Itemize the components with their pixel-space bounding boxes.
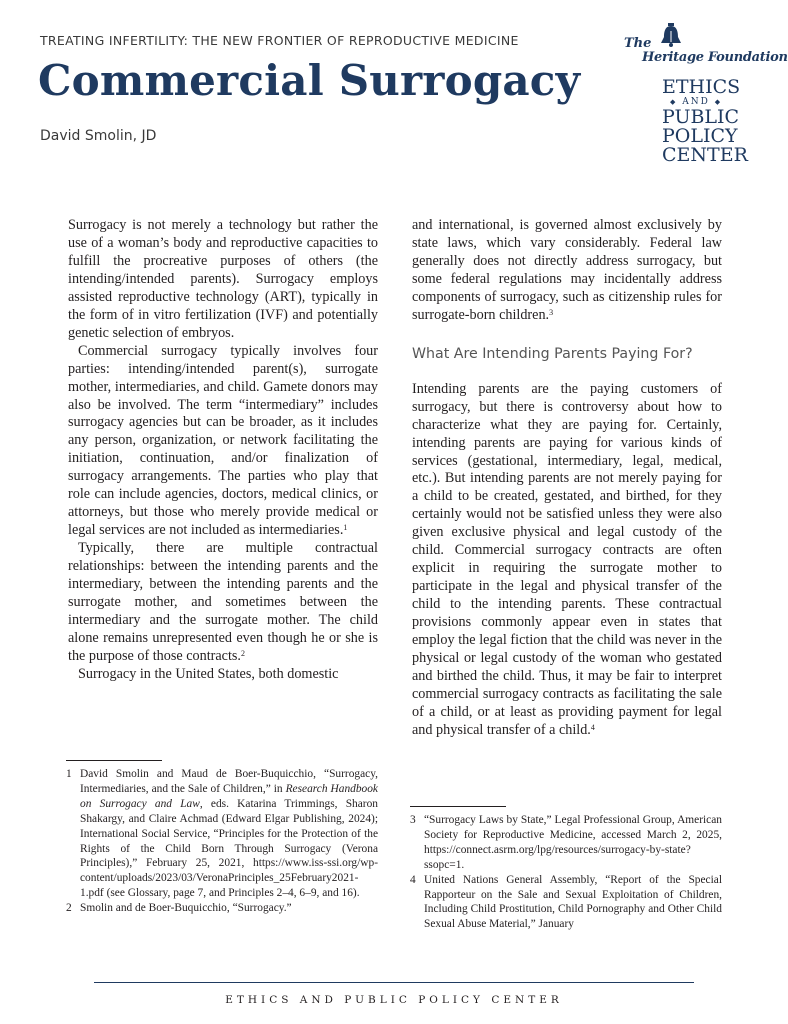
footnote-number: 3 — [410, 814, 416, 826]
footnote-ref[interactable]: 4 — [590, 722, 595, 732]
eppc-center: CENTER — [662, 144, 748, 166]
page-title: Commercial Surrogacy — [38, 56, 581, 105]
footer: ETHICS AND PUBLIC POLICY CENTER — [225, 994, 563, 1006]
footnote-ref[interactable]: 2 — [240, 648, 245, 658]
footnote: 3 “Surrogacy Laws by State,” Legal Professional Group, American Society for Reproductive Medicine, accessed March 2, 2025, https://connect.asrm.org/lpg/resources/surrogacy-by-state?ssopc=1. — [410, 814, 722, 871]
footnote-rule — [66, 760, 162, 761]
footer-rule — [94, 982, 694, 983]
section-heading: What Are Intending Parents Paying For? — [412, 345, 693, 362]
paragraph: Surrogacy in the United States, both domestic — [78, 665, 339, 682]
footnote: 1 David Smolin and Maud de Boer-Buquicchio, “Surrogacy, Intermediaries, and the Sale of Children,” in Research Handbook on Surrogacy and Law, eds. Katarina Trimmings, Sharon Shakargy, and Claire Achmad (Edward Elgar Publishing, 2024); International Social Service, “Principles for the Protection of the Rights of the Child Born Through Surrogacy (Verona Principles),” February 25, 2021, https://www.iss-ssi.org/wp-content/uploads/2023/03/VeronaPrinciples_25February2021-1.pdf (see Glossary, page 7, and Principles 2–4, 6–9, and 16). — [66, 768, 378, 900]
kicker: TREATING INFERTILITY: THE NEW FRONTIER OF REPRODUCTIVE MEDICINE — [40, 33, 519, 48]
paragraph-continued: and international, is governed almost exclusively by state laws, which vary considerably. Federal law generally does not directly address surrogacy, but some federal regulations may incidentally address components of surrogacy, such as citizenship rules for surrogate-born children.$^3$ — [412, 217, 722, 323]
liberty-bell-icon — [658, 22, 684, 48]
heritage-foundation-logo — [622, 22, 788, 68]
logo-the: The — [624, 36, 652, 51]
footnote-number: 2 — [66, 902, 72, 915]
eppc-policy: POLICY — [662, 125, 738, 147]
author: David Smolin, JD — [40, 128, 157, 144]
footnote-rule — [410, 806, 506, 807]
column-left — [68, 217, 378, 684]
eppc-logo — [662, 78, 780, 165]
logo-name: Heritage Foundation — [642, 50, 788, 65]
paragraph: Commercial surrogacy typically involves four parties: intending/intended parent(s), surrogate mother, intermediaries, and child. Gamete donors may also be involved. The term “intermediary” includes surrogacy agencies but can be broader, as it includes any person, organization, or network facilitating the initiation, continuation, and/or finalization of surrogacy arrangements. The parties who play that role can include agencies, doctors, medical clinics, or attorneys, but those who merely provide medical or legal services are not included as intermediaries.$^1$ — [68, 342, 378, 539]
footnote-number: 1 — [66, 768, 72, 780]
eppc-and: ◆ AND ◆ — [670, 97, 723, 107]
eppc-public: PUBLIC — [662, 106, 740, 128]
footnote: 2 Smolin and de Boer-Buquicchio, “Surrogacy.” — [66, 902, 292, 915]
footnotes-right — [410, 813, 722, 932]
paragraph: Typically, there are multiple contractual relationships: between the intending parents and the intermediary, between the intending parents and the surrogate mother, and sometimes between the intermediary and the surrogate mother. The child alone remains unrepresented even though he or she is the purpose of those contracts.$^2$ — [68, 540, 378, 664]
eppc-ethics: ETHICS — [662, 76, 741, 98]
paragraph: Intending parents are the paying customers of surrogacy, but there is controversy about how to characterize what they are paying for. Certainly, intending parents are paying for various kinds of services (gestational, intermediary, legal, medical, etc.). But intending parents are not merely paying for a child to be created, gestated, and birthed, for they certainly would not be satisfied unless they were also given exclusive physical and legal custody of the child. Commercial surrogacy contracts are often explicit in requiring the surrogate mother to participate in the legal and physical transfer of the child to the intending parents. These contractual provisions commonly appear even in states that employ the legal fiction that the child was never in the physical or legal custody of the woman who gestated and birthed the child. Thus, it may be fair to interpret commercial surrogacy contracts as facilitating the sale of a child, or at least as providing payment for legal and physical transfer of a child.$^4$ — [412, 380, 722, 738]
footnote-ref[interactable]: 3 — [549, 307, 554, 317]
footnote-ref[interactable]: 1 — [343, 523, 348, 533]
column-right — [412, 217, 722, 740]
footnotes-left — [66, 767, 378, 916]
paragraph: Surrogacy is not merely a technology but rather the use of a woman’s body and reproductive capacities to fulfill the procreative purposes of others (the intending/intended parents). Surrogacy employs assisted reproductive technology (ART), typically in the form of in vitro fertilization (IVF) and potentially genetic selection of embryos. — [68, 217, 378, 341]
footnote-number: 4 — [410, 873, 416, 886]
footnote: 4 United Nations General Assembly, “Report of the Special Rapporteur on the Sale and Sexual Exploitation of Children, Including Child Prostitution, Child Pornography and Other Child Sexual Abuse Material,” January — [410, 873, 722, 931]
